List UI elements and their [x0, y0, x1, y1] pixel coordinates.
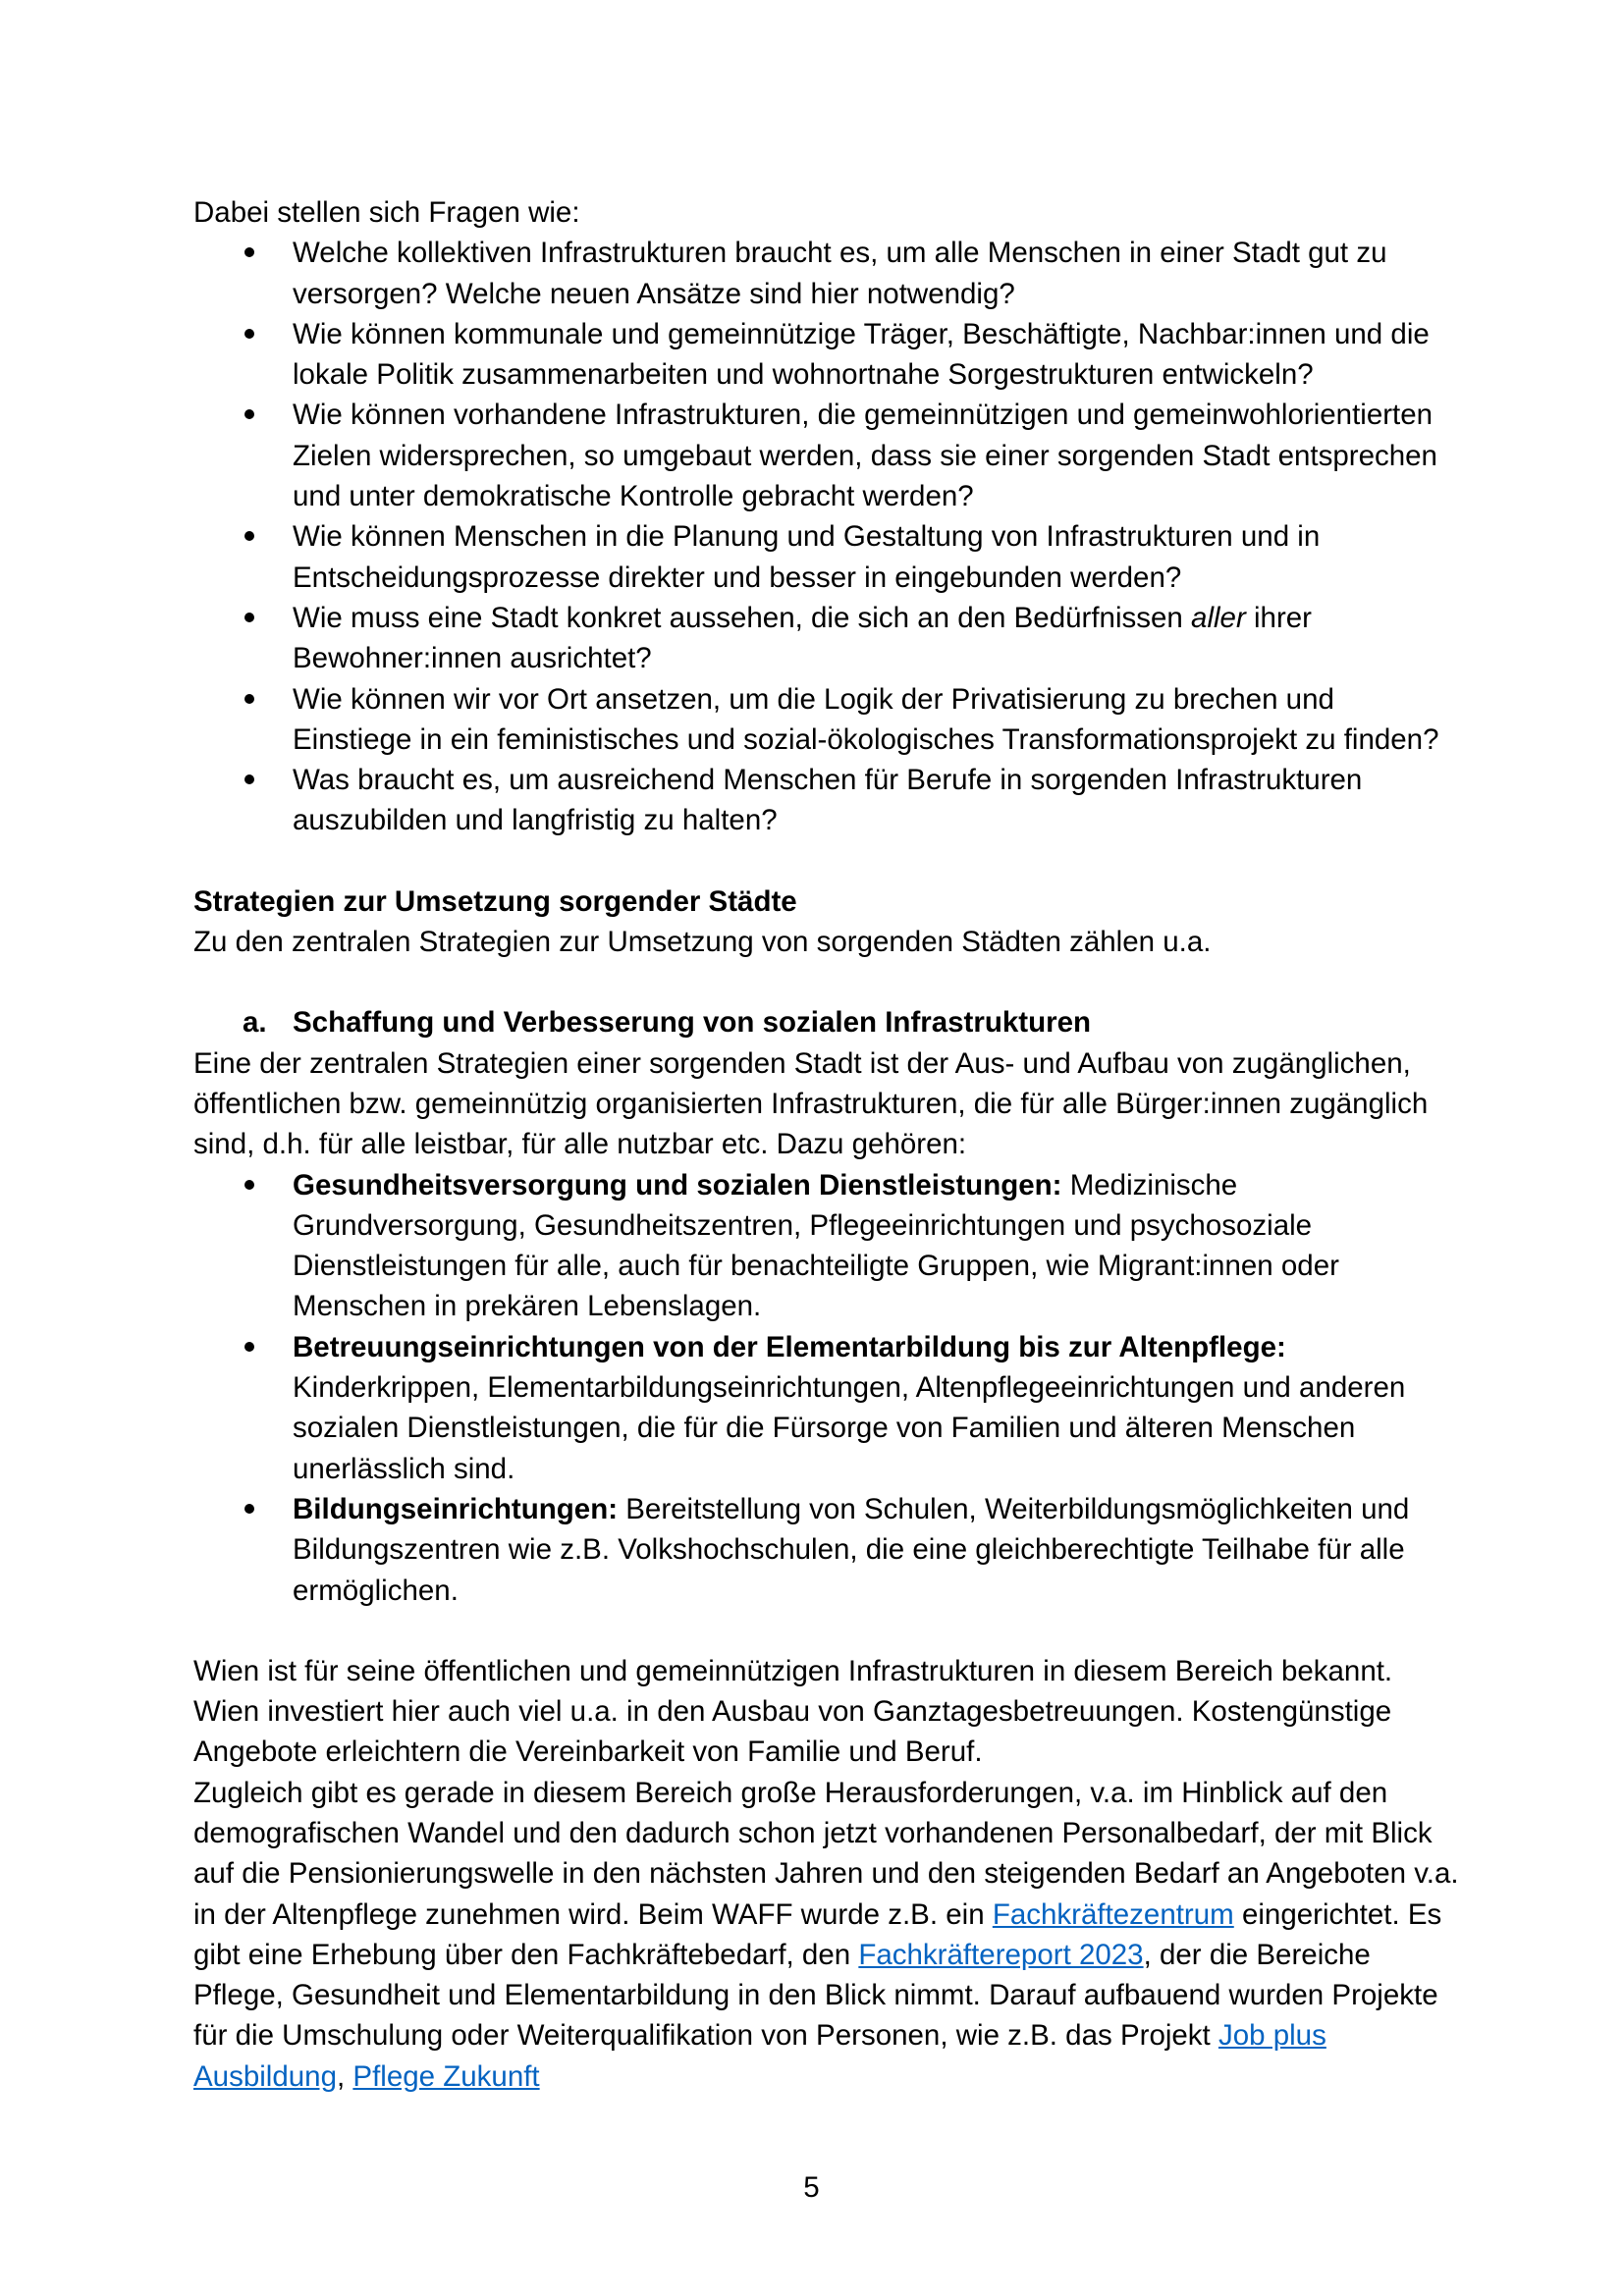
fachkraeftereport-link[interactable]: Fachkräftereport 2023 — [858, 1938, 1144, 1971]
paragraph-text: eingerichtet. Es gibt eine Erhebung über den Fachkräftebedarf, den — [193, 1897, 1442, 1971]
list-item: Was braucht es, um ausreichend Menschen für Berufe in sorgenden Infrastrukturen auszubilden und langfristig zu halten? — [293, 760, 1460, 841]
list-item: Wie können kommunale und gemeinnützige Träger, Beschäftigte, Nachbar:innen und die lokale Politik zusammenarbeiten und wohnortnahe Sorgestrukturen entwickeln? — [293, 314, 1460, 396]
vienna-paragraph-2 — [193, 1773, 1460, 2097]
strategies-heading: Strategien zur Umsetzung sorgender Städte — [193, 884, 797, 918]
paragraph-text: , der die Bereiche Pflege, Gesundheit und Elementarbildung in den Blick nimmt. Darauf aufbauend wurden Projekte für die Umschulung oder Weiterqualifikation von Personen, wie z.B. das Projekt — [193, 1938, 1438, 2053]
list-item-text: ihrer Bewohner:innen ausrichtet? — [293, 601, 1312, 675]
questions-list — [193, 233, 1460, 840]
list-item — [293, 1327, 1460, 1489]
list-item — [293, 1489, 1460, 1611]
list-item — [293, 598, 1460, 679]
job-plus-ausbildung-link[interactable]: Job plus Ausbildung — [193, 2019, 1326, 2093]
pflege-zukunft-link[interactable]: Pflege Zukunft — [352, 2059, 540, 2093]
paragraph-text: , — [336, 2059, 353, 2093]
list-item: Wie können vorhandene Infrastrukturen, die gemeinnützigen und gemeinwohlorientierten Zielen widersprechen, so umgebaut werden, dass sie einer sorgenden Stadt entsprechen und unter demokratische Kontrolle gebracht werden? — [293, 395, 1460, 516]
list-item-text: Bereitstellung von Schulen, Weiterbildungsmöglichkeiten und Bildungszentren wie z.B. Volkshochschulen, die eine gleichberechtigte Teilhabe für alle ermöglichen. — [293, 1492, 1410, 1607]
vienna-paragraph-1: Wien ist für seine öffentlichen und gemeinnützigen Infrastrukturen in diesem Bereich bekannt. Wien investiert hier auch viel u.a. in den Ausbau von Ganztagesbetreuungen. Kostengünstige Angebote erleichtern die Vereinbarkeit von Familie und Beruf. — [193, 1654, 1393, 1769]
paragraph-text: Zugleich gibt es gerade in diesem Bereich große Herausforderungen, v.a. im Hinblick auf den demografischen Wandel und den dadurch schon jetzt vorhandenen Personalbedarf, der mit Blick auf die Pensionierungswelle in den nächsten Jahren und den steigenden Bedarf an Angeboten v.a. in der Altenpflege zunehmen wird. Beim WAFF wurde z.B. ein — [193, 1776, 1459, 1931]
emphasis-text: aller — [1191, 601, 1246, 634]
page-number: 5 — [803, 2171, 820, 2204]
list-item-title: Bildungseinrichtungen: — [293, 1492, 619, 1525]
document-page — [193, 192, 1460, 2097]
section-a-title: Schaffung und Verbesserung von sozialen Infrastrukturen — [293, 1006, 1092, 1040]
infrastructure-list — [193, 1165, 1460, 1611]
list-item-title: Gesundheitsversorgung und sozialen Dienstleistungen: — [293, 1168, 1062, 1201]
list-item: Wie können Menschen in die Planung und Gestaltung von Infrastrukturen und in Entscheidungsprozesse direkter und besser in eingebunden werden? — [293, 516, 1460, 598]
list-item: Welche kollektiven Infrastrukturen braucht es, um alle Menschen in einer Stadt gut zu versorgen? Welche neuen Ansätze sind hier notwendig? — [293, 233, 1460, 314]
list-item-text: Kinderkrippen, Elementarbildungseinrichtungen, Altenpflegeeinrichtungen und anderen sozialen Dienstleistungen, die für die Fürsorge von Familien und älteren Menschen unerlässlich sind. — [293, 1371, 1406, 1485]
list-item-title: Betreuungseinrichtungen von der Elementarbildung bis zur Altenpflege: — [293, 1330, 1286, 1363]
list-item-text: Wie muss eine Stadt konkret aussehen, die sich an den Bedürfnissen — [293, 601, 1192, 634]
list-item — [293, 1165, 1460, 1327]
section-a-letter: a. — [243, 1006, 267, 1040]
questions-intro: Dabei stellen sich Fragen wie: — [193, 196, 580, 229]
section-a-intro: Eine der zentralen Strategien einer sorgenden Stadt ist der Aus- und Aufbau von zugänglichen, öffentlichen bzw. gemeinnützig organisierten Infrastrukturen, die für alle Bürger:innen zugänglich sind, d.h. für alle leistbar, für alle nutzbar etc. Dazu gehören: — [193, 1046, 1429, 1161]
section-a-heading — [193, 1002, 1460, 1042]
fachkraeftezentrum-link[interactable]: Fachkräftezentrum — [992, 1897, 1234, 1931]
strategies-intro: Zu den zentralen Strategien zur Umsetzung von sorgenden Städten zählen u.a. — [193, 926, 1212, 959]
list-item-text: Medizinische Grundversorgung, Gesundheitszentren, Pflegeeinrichtungen und psychosoziale Dienstleistungen für alle, auch für benachteiligte Gruppen, wie Migrant:innen oder Menschen in prekären Lebenslagen. — [293, 1168, 1339, 1323]
list-item: Wie können wir vor Ort ansetzen, um die Logik der Privatisierung zu brechen und Einstiege in ein feministisches und sozial-ökologisches Transformationsprojekt zu finden? — [293, 679, 1460, 761]
